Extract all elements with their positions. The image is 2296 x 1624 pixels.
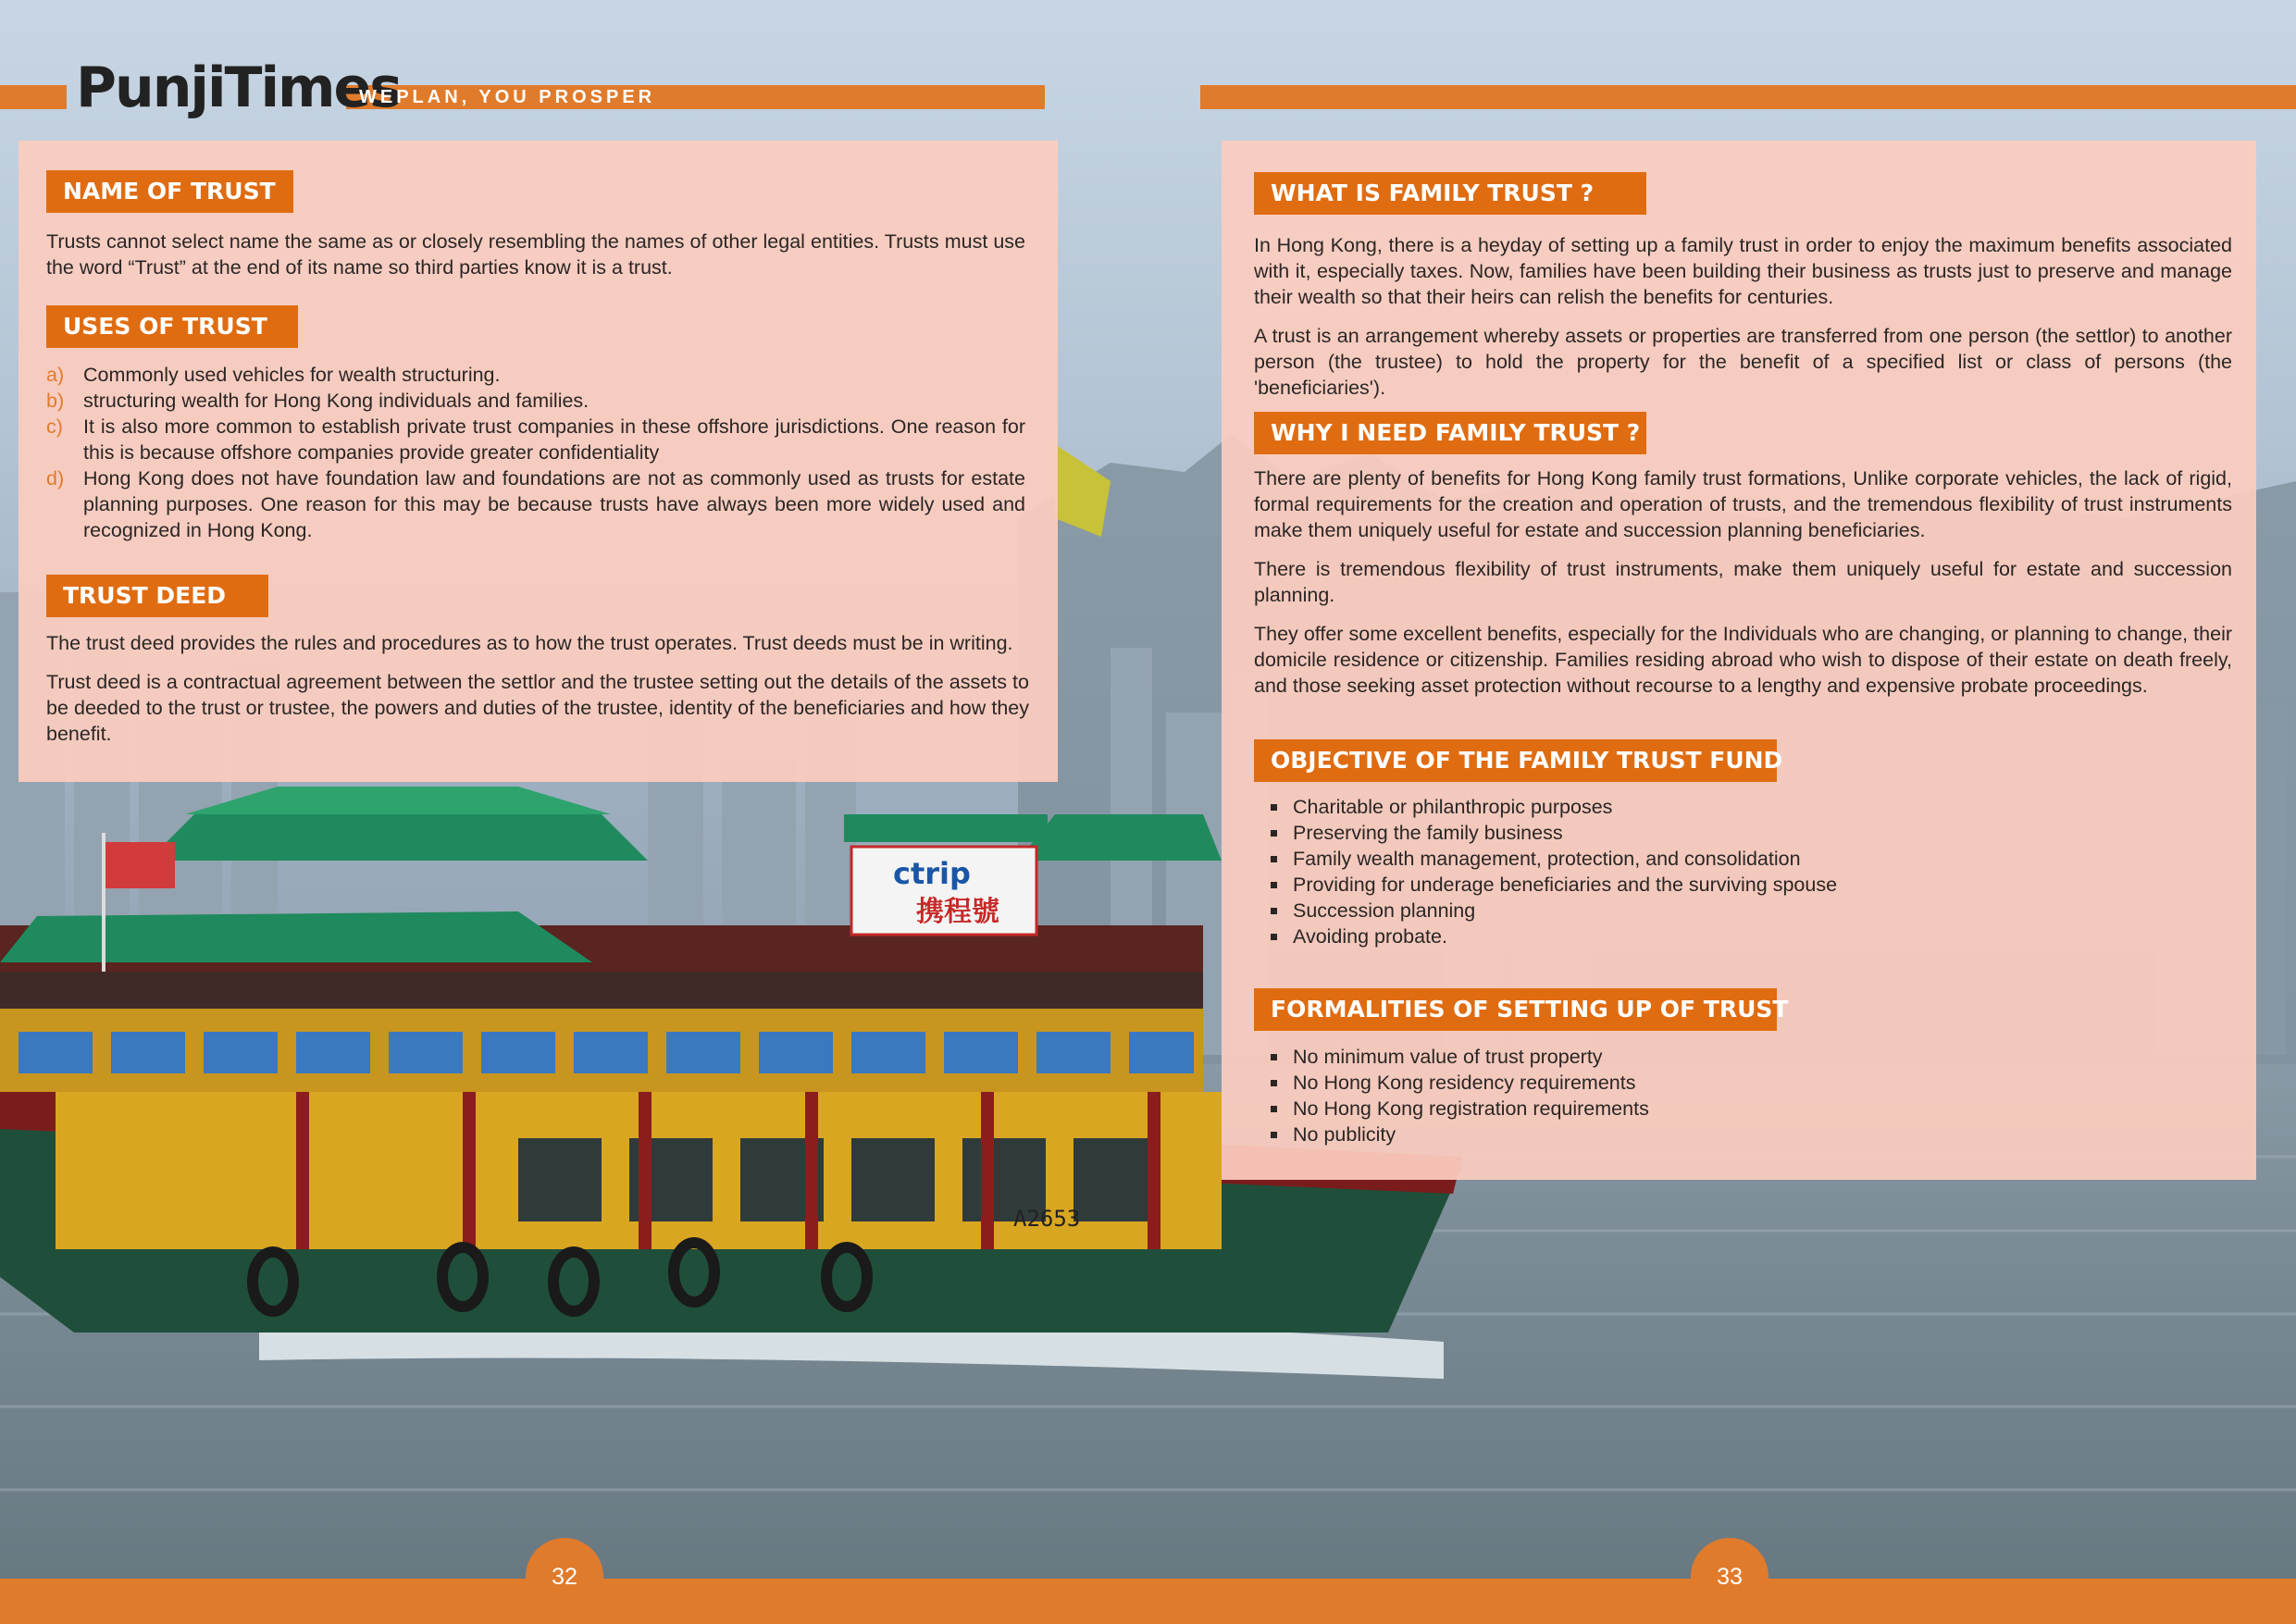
list-item: Preserving the family business [1254, 820, 2232, 846]
name-of-trust-text: Trusts cannot select name the same as or closely resembling the names of other legal entities. Trusts must use the word “Trust” at the end of its name so third parties know it is a trust. [46, 230, 1025, 279]
objective-list [1254, 794, 2232, 949]
hull-number: A2653 [1013, 1206, 1081, 1232]
heading-what-is-family-trust: WHAT IS FAMILY TRUST ? [1254, 172, 1646, 215]
list-item: Succession planning [1254, 898, 2232, 924]
ctrip-chinese-sign: 携程號 [916, 896, 999, 928]
heading-name-of-trust: NAME OF TRUST [46, 170, 293, 213]
list-item: No minimum value of trust property [1254, 1044, 2232, 1070]
list-item: b) structuring wealth for Hong Kong individuals and families. [46, 390, 590, 412]
brand-tagline: WEPLAN, YOU PROSPER [359, 87, 656, 107]
heading-uses-of-trust: USES OF TRUST [46, 305, 298, 348]
header-bar-left [0, 85, 67, 109]
list-item: c) It is also more common to establish private trust companies in these offshore jurisdictions. One reason for this is because offshore companies provide greater confidentiality [46, 415, 1025, 464]
list-item: Providing for underage beneficiaries and the surviving spouse [1254, 872, 2232, 898]
why-need-family-trust-text: There are plenty of benefits for Hong Kong family trust formations, Unlike corporate vehicles, the lack of rigid, formal requirements for the creation and operation of trusts, and the tremendous flexibility of trust instruments make them uniquely useful for estate and succession planning beneficiaries. There is tremendous flexibility of trust instruments, make them uniquely useful for estate and succession planning. They offer some excellent benefits, especially for the Individuals who are changing, or planning to change, their domicile residence or citizenship. Families residing abroad who wish to dispose of their estate on death freely, and those seeking asset protection without recourse to a lengthy and expensive probate proceedings. [1254, 467, 2232, 697]
list-item: No publicity [1254, 1122, 2232, 1147]
page-number-left: 32 [526, 1538, 603, 1616]
what-is-family-trust-text: In Hong Kong, there is a heyday of setting up a family trust in order to enjoy the maximum benefits associated with it, especially taxes. Now, families have been building their business as trusts just to preserve and manage their wealth so that their heirs can relish the benefits for centuries. A trust is an arrangement whereby assets or properties are transferred from one person (the settlor) to another person (the trustee) to hold the property for the benefit of a specified list or class of persons (the 'beneficiaries'). [1254, 234, 2232, 399]
heading-why-need-family-trust: WHY I NEED FAMILY TRUST ? [1254, 412, 1646, 454]
list-item: No Hong Kong registration requirements [1254, 1096, 2232, 1122]
ctrip-sign: ctrip [893, 856, 971, 891]
uses-of-trust-list [46, 362, 1025, 543]
brand-logo: PunjiTimes [76, 56, 401, 120]
page-number-right: 33 [1691, 1538, 1769, 1616]
list-item: a) Commonly used vehicles for wealth structuring. [46, 364, 501, 386]
heading-trust-deed: TRUST DEED [46, 575, 268, 617]
list-item: d) Hong Kong does not have foundation law and foundations are not as commonly used as trusts for estate planning purposes. One reason for this may be because trusts have always been more widely used and recognized in Hong Kong. [46, 467, 1025, 541]
header-bar-right [1200, 85, 2296, 109]
list-item: No Hong Kong residency requirements [1254, 1070, 2232, 1096]
list-item: Charitable or philanthropic purposes [1254, 794, 2232, 820]
heading-formalities-setting-up-trust: FORMALITIES OF SETTING UP OF TRUST [1254, 988, 1777, 1031]
heading-objective-family-trust-fund: OBJECTIVE OF THE FAMILY TRUST FUND [1254, 739, 1777, 782]
footer-bar [0, 1579, 2296, 1624]
list-item: Family wealth management, protection, and consolidation [1254, 846, 2232, 872]
trust-deed-text: The trust deed provides the rules and procedures as to how the trust operates. Trust deeds must be in writing. Trust deed is a contractual agreement between the settlor and the trustee setting out the details of the assets to be deeded to the trust or trustee, the powers and duties of the trustee, identity of the beneficiaries and how they benefit. [46, 632, 1029, 745]
list-item: Avoiding probate. [1254, 924, 2232, 949]
formalities-list [1254, 1044, 2232, 1147]
